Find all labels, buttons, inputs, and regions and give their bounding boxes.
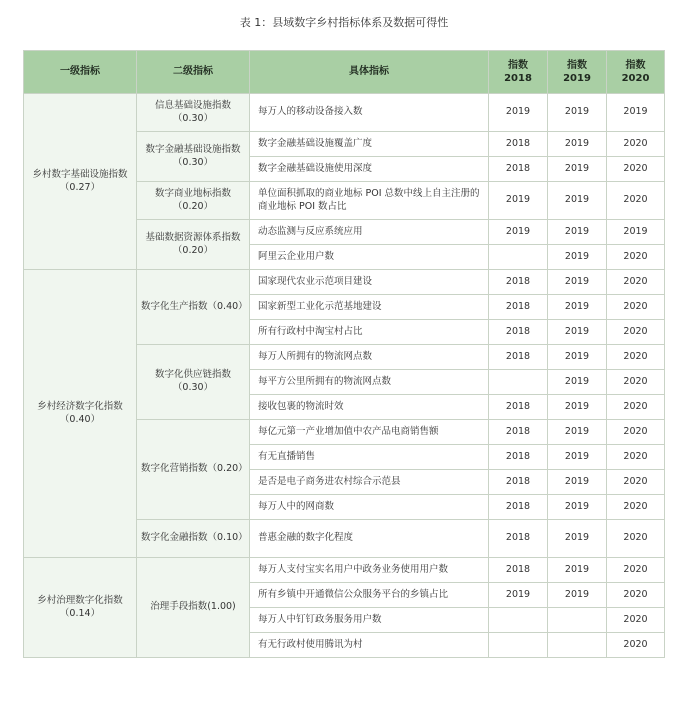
specific-indicator: 国家现代农业示范项目建设: [250, 270, 489, 295]
specific-indicator: 阿里云企业用户数: [250, 245, 489, 270]
year-cell-2020: 2020: [607, 320, 665, 345]
year-cell-2018: 2019: [489, 583, 548, 608]
year-cell-2020: 2020: [607, 345, 665, 370]
specific-indicator: 单位面积抓取的商业地标 POI 总数中线上自主注册的商业地标 POI 数占比: [250, 182, 489, 220]
year-cell-2018: 2018: [489, 520, 548, 558]
year-cell-2020: 2020: [607, 270, 665, 295]
level1-indicator: 乡村治理数字化指数（0.14）: [24, 558, 137, 658]
year-cell-2020: 2020: [607, 395, 665, 420]
year-cell-2019: [548, 608, 607, 633]
year-cell-2020: 2019: [607, 94, 665, 132]
level2-indicator: 基础数据资源体系指数（0.20）: [137, 220, 250, 270]
specific-indicator: 动态监测与反应系统应用: [250, 220, 489, 245]
year-cell-2018: 2019: [489, 220, 548, 245]
level2-indicator: 信息基础设施指数（0.30）: [137, 94, 250, 132]
indicator-table: [23, 50, 665, 658]
year-cell-2019: 2019: [548, 583, 607, 608]
level1-indicator: 乡村经济数字化指数（0.40）: [24, 270, 137, 558]
year-cell-2019: 2019: [548, 94, 607, 132]
specific-indicator: 每万人的移动设备接入数: [250, 94, 489, 132]
year-cell-2020: 2019: [607, 220, 665, 245]
year-cell-2019: 2019: [548, 558, 607, 583]
specific-indicator: 每亿元第一产业增加值中农产品电商销售额: [250, 420, 489, 445]
specific-indicator: 每万人所拥有的物流网点数: [250, 345, 489, 370]
year-cell-2019: 2019: [548, 495, 607, 520]
year-cell-2018: [489, 245, 548, 270]
year-cell-2019: 2019: [548, 520, 607, 558]
header-specific: 具体指标: [250, 51, 489, 94]
year-cell-2019: 2019: [548, 470, 607, 495]
year-cell-2019: 2019: [548, 270, 607, 295]
year-cell-2019: 2019: [548, 220, 607, 245]
year-cell-2019: 2019: [548, 295, 607, 320]
year-cell-2020: 2020: [607, 583, 665, 608]
year-cell-2018: 2018: [489, 470, 548, 495]
year-cell-2020: 2020: [607, 445, 665, 470]
year-cell-2019: [548, 633, 607, 658]
year-cell-2020: 2020: [607, 245, 665, 270]
year-cell-2020: 2020: [607, 157, 665, 182]
specific-indicator: 国家新型工业化示范基地建设: [250, 295, 489, 320]
year-cell-2020: 2020: [607, 558, 665, 583]
specific-indicator: 数字金融基础设施使用深度: [250, 157, 489, 182]
specific-indicator: 数字金融基础设施覆盖广度: [250, 132, 489, 157]
level1-indicator: 乡村数字基础设施指数（0.27）: [24, 94, 137, 270]
header-level1: 一级指标: [24, 51, 137, 94]
year-cell-2020: 2020: [607, 295, 665, 320]
year-cell-2018: [489, 370, 548, 395]
year-cell-2018: 2018: [489, 445, 548, 470]
year-cell-2020: 2020: [607, 608, 665, 633]
specific-indicator: 接收包裹的物流时效: [250, 395, 489, 420]
year-cell-2018: 2018: [489, 132, 548, 157]
year-cell-2018: 2018: [489, 345, 548, 370]
year-cell-2018: 2018: [489, 320, 548, 345]
specific-indicator: 每万人支付宝实名用户中政务业务使用用户数: [250, 558, 489, 583]
specific-indicator: 是否是电子商务进农村综合示范县: [250, 470, 489, 495]
specific-indicator: 有无直播销售: [250, 445, 489, 470]
level2-indicator: 治理手段指数(1.00): [137, 558, 250, 658]
year-cell-2020: 2020: [607, 470, 665, 495]
specific-indicator: 所有行政村中淘宝村占比: [250, 320, 489, 345]
year-cell-2020: 2020: [607, 370, 665, 395]
table-row: [24, 558, 665, 583]
year-cell-2020: 2020: [607, 420, 665, 445]
table-body: [24, 94, 665, 658]
year-cell-2020: 2020: [607, 633, 665, 658]
specific-indicator: 每万人中钉钉政务服务用户数: [250, 608, 489, 633]
year-cell-2018: 2018: [489, 157, 548, 182]
header-level2: 二级指标: [137, 51, 250, 94]
year-cell-2019: 2019: [548, 420, 607, 445]
level2-indicator: 数字化生产指数（0.40）: [137, 270, 250, 345]
year-cell-2019: 2019: [548, 345, 607, 370]
year-cell-2019: 2019: [548, 132, 607, 157]
level2-indicator: 数字化营销指数（0.20）: [137, 420, 250, 520]
table-row: [24, 94, 665, 132]
level2-indicator: 数字金融基础设施指数（0.30）: [137, 132, 250, 182]
year-cell-2019: 2019: [548, 320, 607, 345]
year-cell-2019: 2019: [548, 245, 607, 270]
year-cell-2018: 2018: [489, 295, 548, 320]
year-cell-2019: 2019: [548, 370, 607, 395]
year-cell-2019: 2019: [548, 157, 607, 182]
level2-indicator: 数字化供应链指数（0.30）: [137, 345, 250, 420]
level2-indicator: 数字化金融指数（0.10）: [137, 520, 250, 558]
year-cell-2019: 2019: [548, 395, 607, 420]
header-2020: 指数 2020: [607, 51, 665, 94]
year-cell-2020: 2020: [607, 182, 665, 220]
header-2018: 指数 2018: [489, 51, 548, 94]
table-row: [24, 270, 665, 295]
year-cell-2020: 2020: [607, 132, 665, 157]
table-header-row: [24, 51, 665, 94]
year-cell-2018: [489, 633, 548, 658]
header-2019: 指数 2019: [548, 51, 607, 94]
specific-indicator: 每万人中的网商数: [250, 495, 489, 520]
year-cell-2018: 2018: [489, 420, 548, 445]
year-cell-2020: 2020: [607, 520, 665, 558]
year-cell-2018: 2019: [489, 182, 548, 220]
specific-indicator: 每平方公里所拥有的物流网点数: [250, 370, 489, 395]
year-cell-2019: 2019: [548, 445, 607, 470]
year-cell-2018: 2018: [489, 395, 548, 420]
year-cell-2020: 2020: [607, 495, 665, 520]
year-cell-2018: 2019: [489, 94, 548, 132]
year-cell-2018: [489, 608, 548, 633]
year-cell-2018: 2018: [489, 495, 548, 520]
year-cell-2018: 2018: [489, 558, 548, 583]
table-caption: 表 1：县域数字乡村指标体系及数据可得性: [239, 16, 449, 29]
level2-indicator: 数字商业地标指数（0.20）: [137, 182, 250, 220]
specific-indicator: 普惠金融的数字化程度: [250, 520, 489, 558]
year-cell-2019: 2019: [548, 182, 607, 220]
specific-indicator: 所有乡镇中开通微信公众服务平台的乡镇占比: [250, 583, 489, 608]
specific-indicator: 有无行政村使用腾讯为村: [250, 633, 489, 658]
year-cell-2018: 2018: [489, 270, 548, 295]
